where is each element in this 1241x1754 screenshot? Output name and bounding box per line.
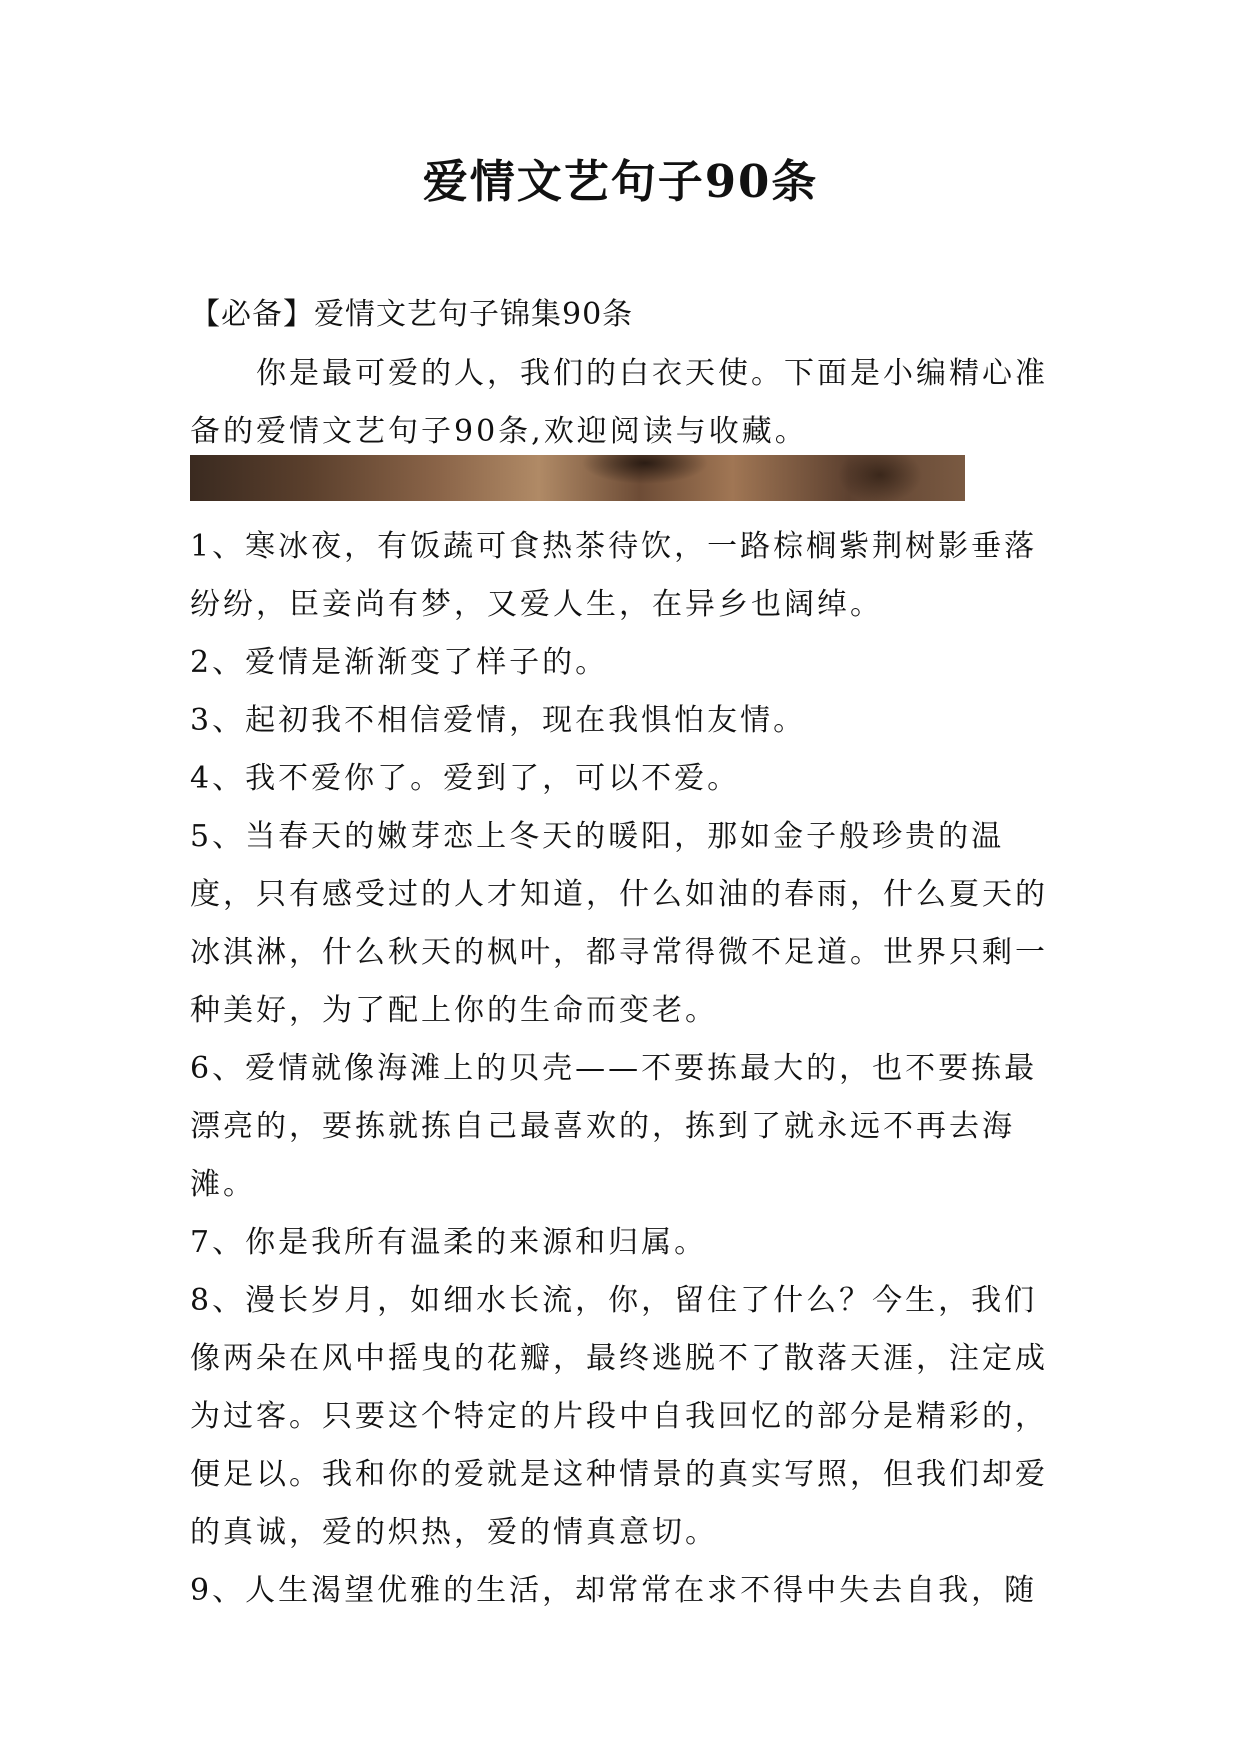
- list-item: 4、我不爱你了。爱到了，可以不爱。: [190, 761, 741, 796]
- list-item: 5、当春天的嫩芽恋上冬天的暖阳，那如金子般珍贵的温度，只有感受过的人才知道，什么如油的春雨，什么夏天的冰淇淋，什么秋天的枫叶，都寻常得微不足道。世界只剩一种美好，为了配上你的生命而变老。: [190, 819, 1048, 1028]
- list-item: 9、人生渴望优雅的生活，却常常在求不得中失去自我，随: [190, 1573, 1038, 1608]
- document-title: 爱情文艺句子90条: [422, 155, 819, 208]
- intro-paragraph: 你是最可爱的人，我们的白衣天使。下面是小编精心准备的爱情文艺句子90条,欢迎阅读与收藏。: [190, 356, 1048, 449]
- list-item: 1、寒冰夜，有饭蔬可食热茶待饮，一路棕榈紫荆树影垂落纷纷，臣妾尚有梦，又爱人生，在异乡也阔绰。: [190, 529, 1038, 622]
- document-subtitle: 【必备】爱情文艺句子锦集90条: [190, 297, 634, 332]
- list-item: 7、你是我所有温柔的来源和归属。: [190, 1225, 708, 1260]
- sentence-list: [190, 518, 1060, 1620]
- list-item: 2、爱情是渐渐变了样子的。: [190, 645, 609, 680]
- list-item: 8、漫长岁月，如细水长流，你，留住了什么？今生，我们像两朵在风中摇曳的花瓣，最终逃脱不了散落天涯，注定成为过客。只要这个特定的片段中自我回忆的部分是精彩的，便足以。我和你的爱就是这种情景的真实写照，但我们却爱的真诚，爱的炽热，爱的情真意切。: [190, 1283, 1048, 1550]
- banner-image: [190, 455, 965, 501]
- list-item: 3、起初我不相信爱情，现在我惧怕友情。: [190, 703, 807, 738]
- list-item: 6、爱情就像海滩上的贝壳——不要拣最大的，也不要拣最漂亮的，要拣就拣自己最喜欢的，拣到了就永远不再去海滩。: [190, 1051, 1038, 1202]
